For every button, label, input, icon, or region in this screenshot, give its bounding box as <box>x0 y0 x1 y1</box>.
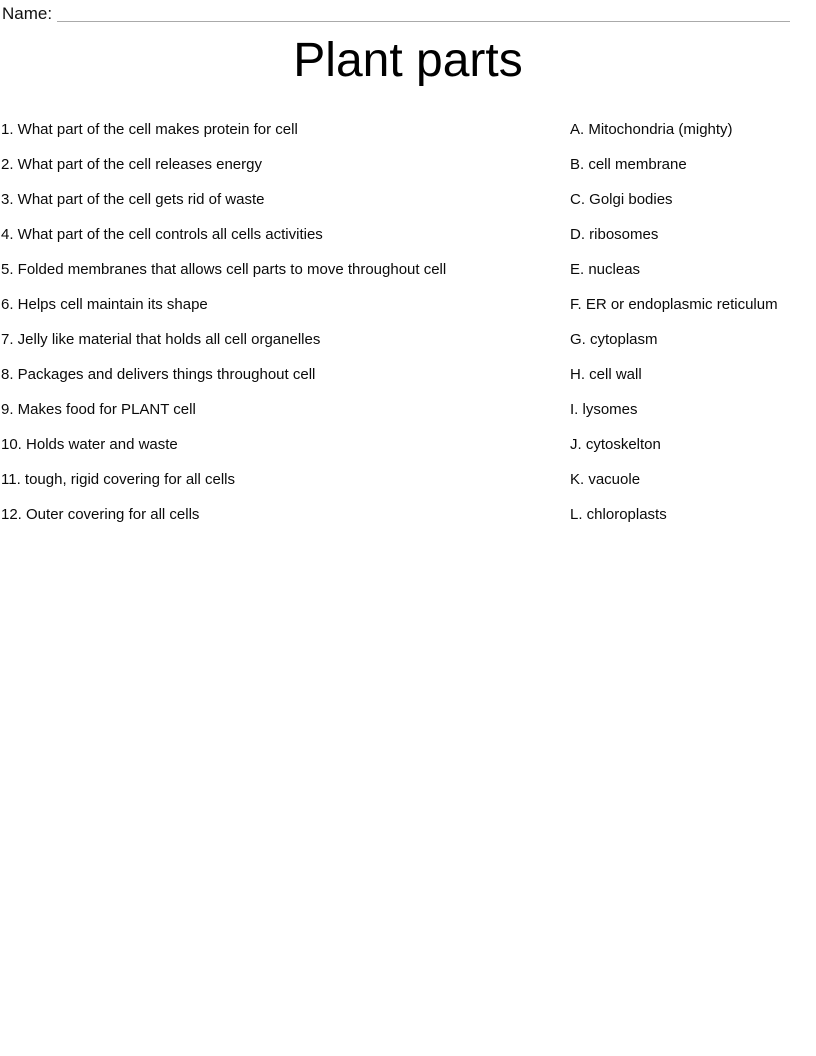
question-item: 5. Folded membranes that allows cell parts to move throughout cell <box>1 260 447 278</box>
answer-item: B. cell membrane <box>570 155 687 173</box>
answer-item: C. Golgi bodies <box>570 190 673 208</box>
matching-row <box>0 497 816 532</box>
page-title: Plant parts <box>293 34 523 87</box>
question-item: 7. Jelly like material that holds all cell organelles <box>1 330 321 348</box>
matching-row <box>0 112 816 147</box>
matching-row <box>0 287 816 322</box>
question-item: 12. Outer covering for all cells <box>1 505 200 523</box>
matching-row <box>0 252 816 287</box>
question-item: 11. tough, rigid covering for all cells <box>1 470 236 488</box>
question-item: 8. Packages and delivers things throughout cell <box>1 365 316 383</box>
answer-item: H. cell wall <box>570 365 642 383</box>
matching-row <box>0 217 816 252</box>
question-item: 1. What part of the cell makes protein for cell <box>1 120 298 138</box>
question-item: 9. Makes food for PLANT cell <box>1 400 196 418</box>
answer-item: E. nucleas <box>570 260 641 278</box>
answer-item: D. ribosomes <box>570 225 659 243</box>
answer-item: L. chloroplasts <box>570 505 667 523</box>
matching-row <box>0 357 816 392</box>
answer-item: F. ER or endoplasmic reticulum <box>570 295 778 313</box>
name-underline <box>57 7 790 22</box>
matching-row <box>0 147 816 182</box>
answer-item: K. vacuole <box>570 470 641 488</box>
matching-row <box>0 392 816 427</box>
answer-item: J. cytoskelton <box>570 435 661 453</box>
answer-item: A. Mitochondria (mighty) <box>570 120 733 138</box>
answer-item: I. lysomes <box>570 400 638 418</box>
question-item: 3. What part of the cell gets rid of waste <box>1 190 265 208</box>
name-row <box>0 0 816 22</box>
question-item: 10. Holds water and waste <box>1 435 178 453</box>
answer-item: G. cytoplasm <box>570 330 658 348</box>
question-item: 6. Helps cell maintain its shape <box>1 295 208 313</box>
matching-row <box>0 427 816 462</box>
matching-row <box>0 322 816 357</box>
name-label: Name: <box>2 4 53 23</box>
question-item: 4. What part of the cell controls all cells activities <box>1 225 323 243</box>
matching-list <box>0 112 816 532</box>
question-item: 2. What part of the cell releases energy <box>1 155 262 173</box>
matching-row <box>0 182 816 217</box>
matching-row <box>0 462 816 497</box>
